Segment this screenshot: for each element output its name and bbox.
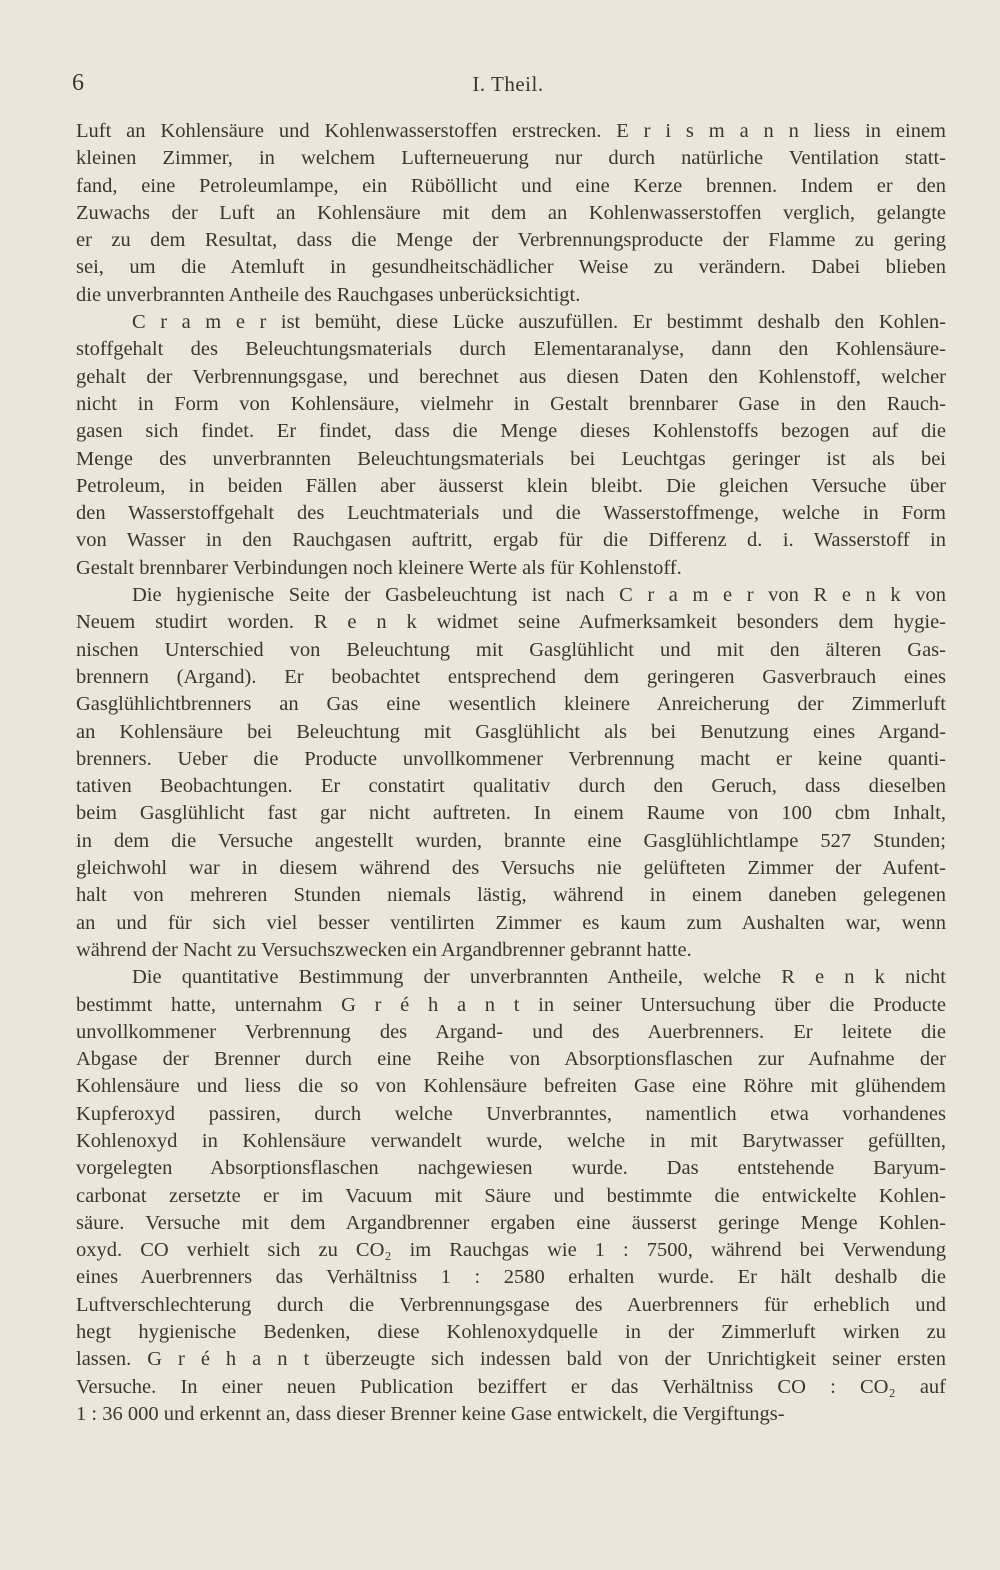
body-text xyxy=(76,118,946,1428)
text-line: Die quantitative Bestimmung der unverbrannten Antheile, welche R e n k nicht xyxy=(132,966,946,989)
paragraph xyxy=(76,118,946,309)
text-line: C r a m e r ist bemüht, diese Lücke auszufüllen. Er bestimmt deshalb den Kohlen- xyxy=(132,311,946,334)
text-line: Abgase der Brenner durch eine Reihe von Absorptionsflaschen zur Aufnahme der xyxy=(76,1048,946,1071)
text-line: er zu dem Resultat, dass die Menge der Verbrennungsproducte der Flamme zu gering xyxy=(76,229,946,252)
text-line: nischen Unterschied von Beleuchtung mit Gasglühlicht und mit den älteren Gas- xyxy=(76,638,946,661)
text-line: Versuche. In einer neuen Publication beziffert er das Verhältniss CO : CO₂ auf xyxy=(76,1375,946,1398)
text-line: halt von mehreren Stunden niemals lästig, während in einem daneben gelegenen xyxy=(76,884,946,907)
text-line: die unverbrannten Antheile des Rauchgases unberücksichtigt. xyxy=(76,283,581,306)
text-line: 1 : 36 000 und erkennt an, dass dieser Brenner keine Gase entwickelt, die Vergiftungs- xyxy=(76,1402,785,1425)
text-line: von Wasser in den Rauchgasen auftritt, ergab für die Differenz d. i. Wasserstoff in xyxy=(76,529,946,552)
text-line: säure. Versuche mit dem Argandbrenner ergaben eine äusserst geringe Menge Kohlen- xyxy=(76,1211,946,1234)
text-line: in dem die Versuche angestellt wurden, brannte eine Gasglühlichtlampe 527 Stunden; xyxy=(76,829,946,852)
paragraph xyxy=(76,309,946,582)
text-line: Gasglühlichtbrenners an Gas eine wesentlich kleinere Anreicherung der Zimmerluft xyxy=(76,693,946,716)
text-line: vorgelegten Absorptionsflaschen nachgewiesen wurde. Das entstehende Baryum- xyxy=(76,1157,946,1180)
text-line: bestimmt hatte, unternahm G r é h a n t in seiner Untersuchung über die Producte xyxy=(76,993,946,1016)
text-line: Gestalt brennbarer Verbindungen noch kleinere Werte als für Kohlenstoff. xyxy=(76,556,682,579)
text-line: unvollkommener Verbrennung des Argand- und des Auerbrenners. Er leitete die xyxy=(76,1020,946,1043)
text-line: beim Gasglühlicht fast gar nicht auftreten. In einem Raume von 100 cbm Inhalt, xyxy=(76,802,946,825)
text-line: Zuwachs der Luft an Kohlensäure mit dem an Kohlenwasserstoffen verglich, gelangte xyxy=(76,201,946,224)
text-line: lassen. G r é h a n t überzeugte sich indessen bald von der Unrichtigkeit seiner ersten xyxy=(76,1348,946,1371)
text-line: den Wasserstoffgehalt des Leuchtmaterials und die Wasserstoffmenge, welche in Form xyxy=(76,502,946,525)
text-line: gleichwohl war in diesem während des Versuchs nie gelüfteten Zimmer der Aufent- xyxy=(76,857,946,880)
text-line: fand, eine Petroleumlampe, ein Rüböllicht und eine Kerze brennen. Indem er den xyxy=(76,174,946,197)
text-line: tativen Beobachtungen. Er constatirt qualitativ durch den Geruch, dass dieselben xyxy=(76,775,946,798)
text-line: kleinen Zimmer, in welchem Lufterneuerung nur durch natürliche Ventilation statt- xyxy=(76,147,946,170)
text-line: brennern (Argand). Er beobachtet entsprechend dem geringeren Gasverbrauch eines xyxy=(76,665,946,688)
text-line: gasen sich findet. Er findet, dass die Menge dieses Kohlenstoffs bezogen auf die xyxy=(76,420,946,443)
page-header xyxy=(72,70,944,104)
text-line: an Kohlensäure bei Beleuchtung mit Gasglühlicht als bei Benutzung eines Argand- xyxy=(76,720,946,743)
text-line: nicht in Form von Kohlensäure, vielmehr in Gestalt brennbarer Gase in den Rauch- xyxy=(76,392,946,415)
text-line: Kohlensäure und liess die so von Kohlensäure befreiten Gase eine Röhre mit glühendem xyxy=(76,1075,946,1098)
text-line: Luft an Kohlensäure und Kohlenwasserstoffen erstrecken. E r i s m a n n liess in einem xyxy=(76,120,946,142)
text-line: Kupferoxyd passiren, durch welche Unverbranntes, namentlich etwa vorhandenes xyxy=(76,1102,946,1125)
text-line: an und für sich viel besser ventilirten Zimmer es kaum zum Aushalten war, wenn xyxy=(76,911,946,934)
text-line: Petroleum, in beiden Fällen aber äusserst klein bleibt. Die gleichen Versuche über xyxy=(76,474,946,497)
text-line: sei, um die Atemluft in gesundheitschädlicher Weise zu verändern. Dabei blieben xyxy=(76,256,946,279)
text-line: carbonat zersetzte er im Vacuum mit Säure und bestimmte die entwickelte Kohlen- xyxy=(76,1184,946,1207)
text-line: Kohlenoxyd in Kohlensäure verwandelt wurde, welche in mit Barytwasser gefüllten, xyxy=(76,1129,946,1152)
text-line: oxyd. CO verhielt sich zu CO₂ im Rauchgas wie 1 : 7500, während bei Verwendung xyxy=(76,1239,946,1262)
text-line: Menge des unverbrannten Beleuchtungsmaterials bei Leuchtgas geringer ist als bei xyxy=(76,447,946,470)
text-line: brenners. Ueber die Producte unvollkommener Verbrennung macht er keine quanti- xyxy=(76,747,946,770)
running-head: I. Theil. xyxy=(472,72,544,96)
text-line: Luftverschlechterung durch die Verbrennungsgase des Auerbrenners für erheblich und xyxy=(76,1293,946,1316)
text-line: Neuem studirt worden. R e n k widmet seine Aufmerksamkeit besonders dem hygie- xyxy=(76,611,946,634)
paragraph xyxy=(76,582,946,964)
text-line: stoffgehalt des Beleuchtungsmaterials durch Elementaranalyse, dann den Kohlensäure- xyxy=(76,338,946,361)
text-line: eines Auerbrenners das Verhältniss 1 : 2580 erhalten wurde. Er hält deshalb die xyxy=(76,1266,946,1289)
text-line: während der Nacht zu Versuchszwecken ein Argandbrenner gebrannt hatte. xyxy=(76,938,692,961)
paragraph xyxy=(76,964,946,1428)
text-line: gehalt der Verbrennungsgase, und berechnet aus diesen Daten den Kohlenstoff, welcher xyxy=(76,365,946,388)
page-number: 6 xyxy=(72,70,84,96)
text-line: hegt hygienische Bedenken, diese Kohlenoxydquelle in der Zimmerluft wirken zu xyxy=(76,1321,946,1344)
text-line: Die hygienische Seite der Gasbeleuchtung ist nach C r a m e r von R e n k von xyxy=(132,584,946,607)
